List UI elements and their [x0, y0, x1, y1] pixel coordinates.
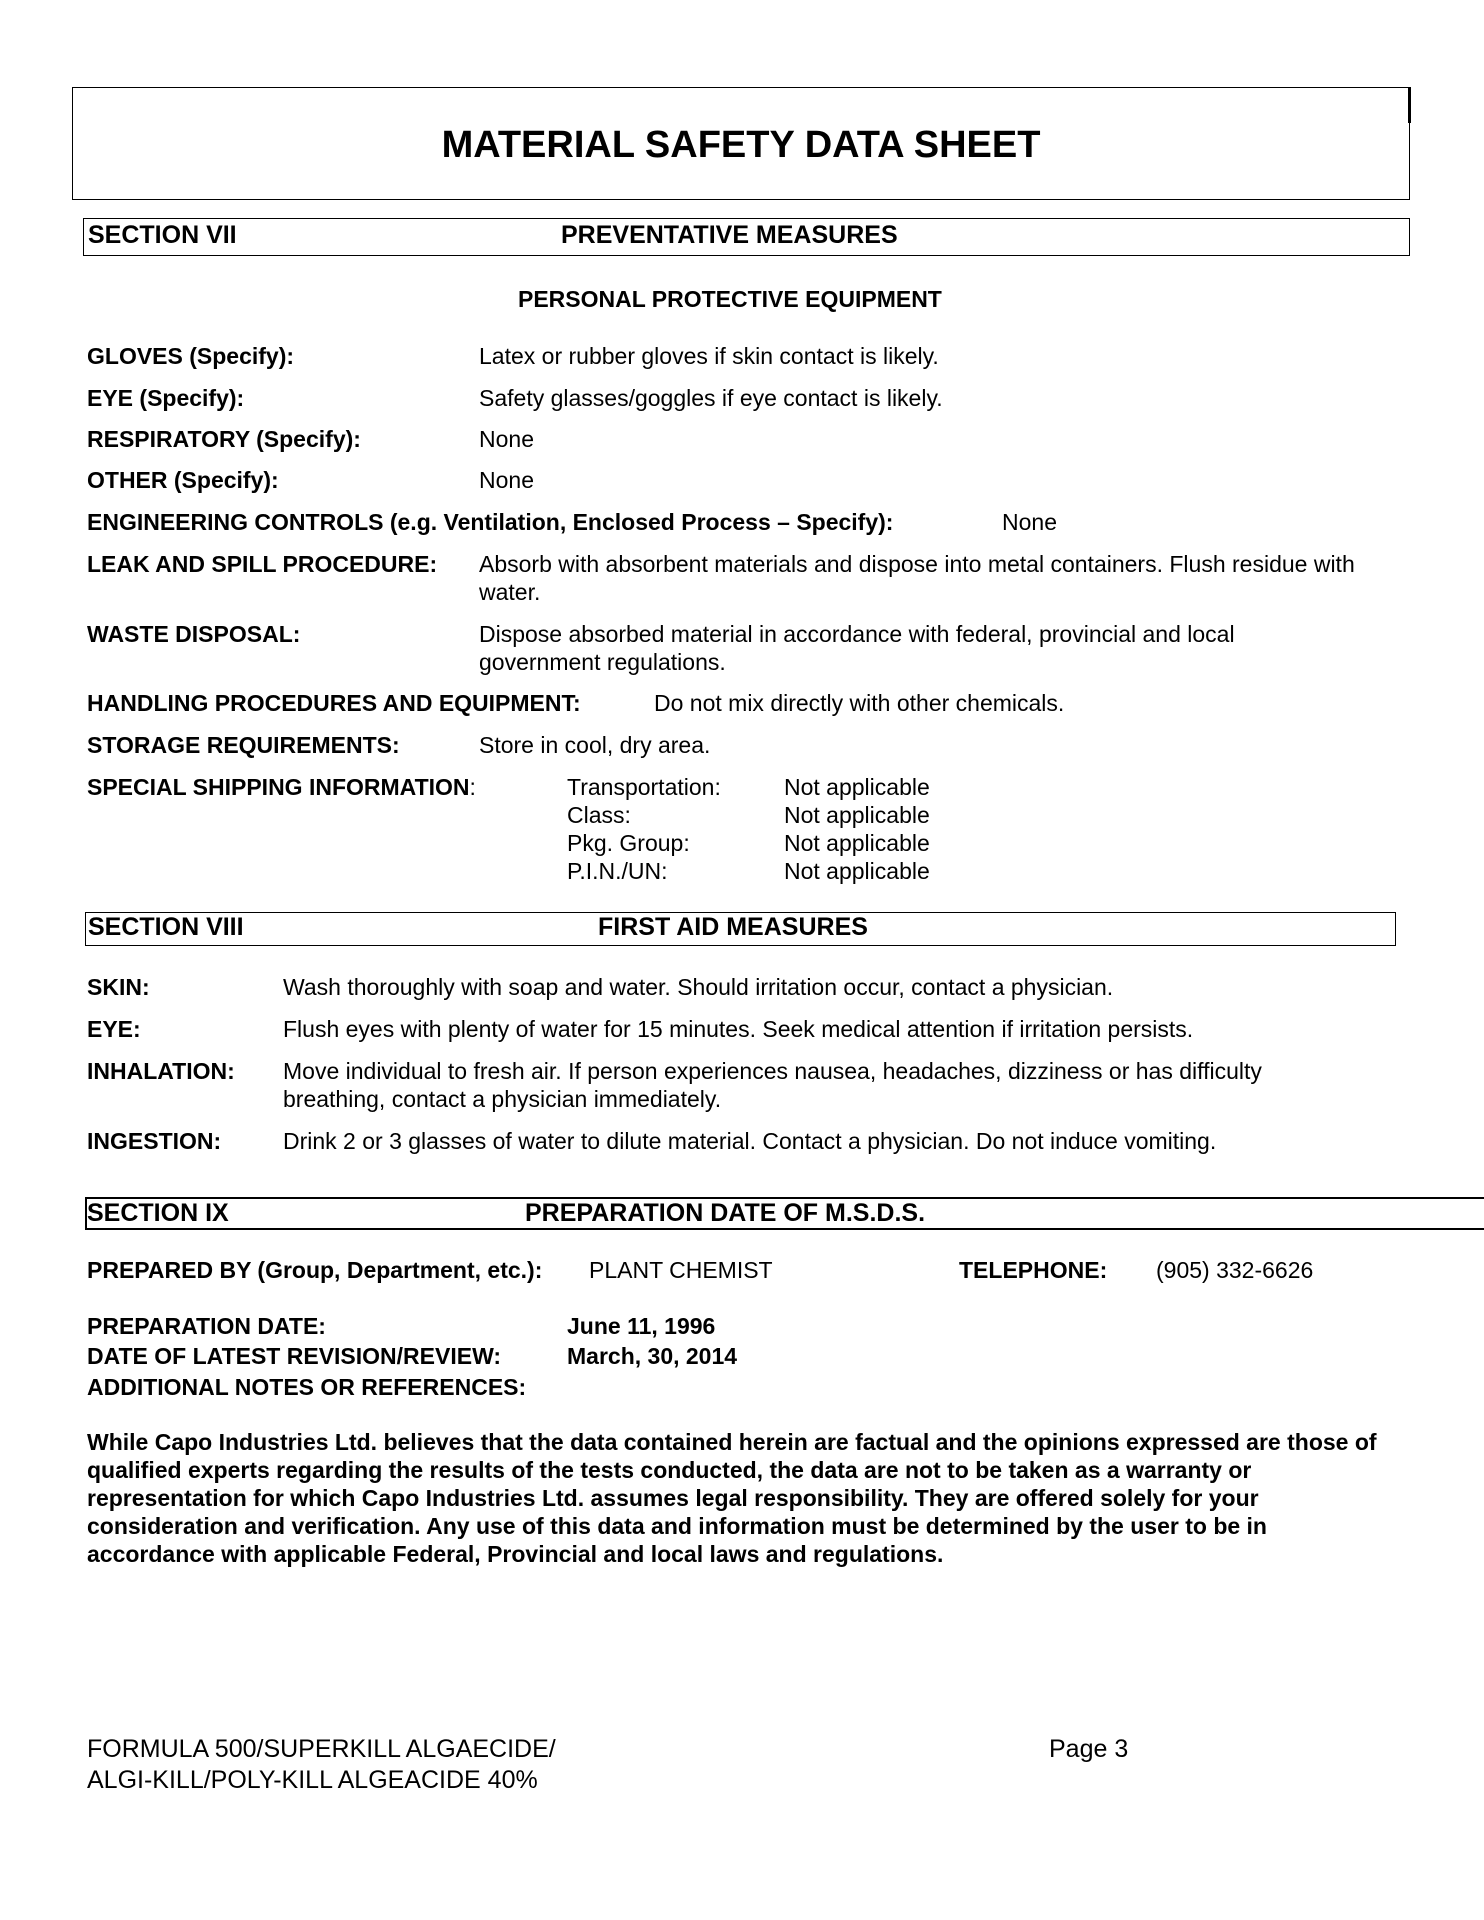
formula-name-line1: FORMULA 500/SUPERKILL ALGAECIDE/ — [87, 1735, 556, 1763]
section-9-title: PREPARATION DATE OF M.S.D.S. — [525, 1199, 926, 1227]
shipping-row-label: Transportation: — [567, 774, 721, 800]
leak-spill-label: LEAK AND SPILL PROCEDURE: — [87, 551, 438, 577]
shipping-row-label: Class: — [567, 802, 631, 828]
leak-spill-value: Absorb with absorbent materials and dispose into metal containers. Flush residue with water. — [479, 551, 1355, 605]
shipping-label: SPECIAL SHIPPING INFORMATION — [87, 774, 470, 800]
other-label: OTHER (Specify): — [87, 467, 279, 493]
section-7-title: PREVENTATIVE MEASURES — [561, 221, 898, 249]
preparation-date-value: June 11, 1996 — [567, 1313, 716, 1339]
inhalation-label: INHALATION: — [87, 1058, 235, 1084]
shipping-colon: : — [469, 774, 476, 800]
eye-protection-value: Safety glasses/goggles if eye contact is likely. — [479, 385, 943, 411]
first-aid-eye-value: Flush eyes with plenty of water for 15 minutes. Seek medical attention if irritation persists. — [283, 1016, 1194, 1042]
section-8-number: SECTION VIII — [88, 913, 244, 941]
handling-label: HANDLING PROCEDURES AND EQUIPMENT: — [87, 690, 581, 716]
engineering-controls-value: None — [1002, 509, 1057, 535]
section-8-header — [85, 912, 1396, 946]
respiratory-label: RESPIRATORY (Specify): — [87, 426, 361, 452]
shipping-row-value: Not applicable — [784, 830, 930, 856]
engineering-controls-label: ENGINEERING CONTROLS (e.g. Ventilation, Enclosed Process – Specify): — [87, 509, 894, 535]
waste-disposal-value: Dispose absorbed material in accordance with federal, provincial and local government regulations. — [479, 621, 1235, 675]
other-value: None — [479, 467, 534, 493]
handling-value: Do not mix directly with other chemicals. — [654, 690, 1065, 716]
telephone-value: (905) 332-6626 — [1156, 1257, 1314, 1283]
gloves-value: Latex or rubber gloves if skin contact is likely. — [479, 343, 939, 369]
section-7-header — [83, 218, 1410, 256]
eye-protection-label: EYE (Specify): — [87, 385, 245, 411]
skin-label: SKIN: — [87, 974, 150, 1000]
ingestion-label: INGESTION: — [87, 1128, 222, 1154]
ppe-subheading: PERSONAL PROTECTIVE EQUIPMENT — [518, 286, 942, 312]
title-box-corner-mark — [1408, 87, 1411, 123]
revision-date-value: March, 30, 2014 — [567, 1343, 738, 1369]
preparation-date-label: PREPARATION DATE: — [87, 1313, 326, 1339]
shipping-row-label: Pkg. Group: — [567, 830, 690, 856]
shipping-row-label: P.I.N./UN: — [567, 858, 668, 884]
page-number: Page 3 — [1049, 1735, 1129, 1763]
skin-value: Wash thoroughly with soap and water. Should irritation occur, contact a physician. — [283, 974, 1114, 1000]
document-title: MATERIAL SAFETY DATA SHEET — [441, 124, 1041, 166]
revision-date-label: DATE OF LATEST REVISION/REVIEW: — [87, 1343, 502, 1369]
prepared-by-label: PREPARED BY (Group, Department, etc.): — [87, 1257, 543, 1283]
section-8-title: FIRST AID MEASURES — [598, 913, 868, 941]
prepared-by-value: PLANT CHEMIST — [589, 1257, 773, 1283]
respiratory-value: None — [479, 426, 534, 452]
formula-name-line2: ALGI-KILL/POLY-KILL ALGEACIDE 40% — [87, 1766, 538, 1794]
storage-label: STORAGE REQUIREMENTS: — [87, 732, 400, 758]
ingestion-value: Drink 2 or 3 glasses of water to dilute material. Contact a physician. Do not induce vomiting. — [283, 1128, 1217, 1154]
section-9-bottom-rule — [85, 1228, 1484, 1230]
disclaimer-paragraph: While Capo Industries Ltd. believes that the data contained herein are factual and the opinions expressed are those of qualified experts regarding the results of the tests conducted, the data are not to be taken as a warranty or representation for which Capo Industries Ltd. assumes legal responsibility. They are offered solely for your consideration and verification. Any use of this data and information must be determined by the user to be in accordance with applicable Federal, Provincial and local laws and regulations. — [87, 1429, 1377, 1567]
additional-notes-label: ADDITIONAL NOTES OR REFERENCES: — [87, 1374, 527, 1400]
shipping-row-value: Not applicable — [784, 802, 930, 828]
storage-value: Store in cool, dry area. — [479, 732, 711, 758]
section-9-number: SECTION IX — [87, 1199, 229, 1227]
first-aid-eye-label: EYE: — [87, 1016, 141, 1042]
waste-disposal-label: WASTE DISPOSAL: — [87, 621, 301, 647]
title-box — [72, 87, 1410, 200]
section-7-number: SECTION VII — [88, 221, 237, 249]
telephone-label: TELEPHONE: — [959, 1257, 1108, 1283]
shipping-label-row — [87, 773, 476, 801]
gloves-label: GLOVES (Specify): — [87, 343, 295, 369]
shipping-row-value: Not applicable — [784, 774, 930, 800]
inhalation-value: Move individual to fresh air. If person experiences nausea, headaches, dizziness or has difficulty breathing, contact a physician immediately. — [283, 1058, 1262, 1112]
shipping-row-value: Not applicable — [784, 858, 930, 884]
